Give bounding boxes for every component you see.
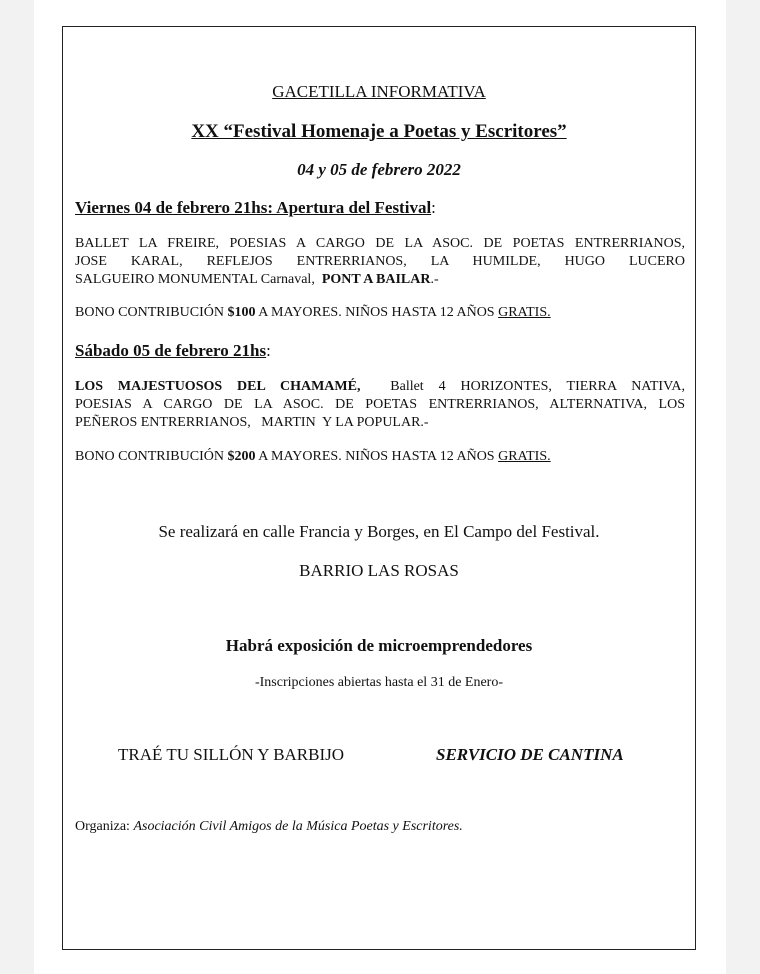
expo-title: Habrá exposición de microemprendedores (225, 636, 533, 655)
location-address: Se realizará en calle Francia y Borges, en El Campo del Festival. (158, 522, 600, 541)
bring-chair-note: TRAÉ TU SILLÓN Y BARBIJO (118, 745, 345, 764)
saturday-heading: Sábado 05 de febrero 21hs: (75, 341, 271, 360)
festival-dates: 04 y 05 de febrero 2022 (297, 160, 461, 179)
location-barrio: BARRIO LAS ROSAS (299, 561, 459, 580)
gacetilla-heading: GACETILLA INFORMATIVA (272, 82, 486, 101)
expo-inscripciones: -Inscripciones abiertas hasta el 31 de Enero- (254, 675, 503, 690)
cantina-note: SERVICIO DE CANTINA (436, 745, 624, 764)
friday-lineup: BALLET LA FREIRE, POESIAS A CARGO DE LA ASOC. DE POETAS ENTRERRIANOS, JOSE KARAL, REFLEJOS ENTRERRIANOS, LA HUMILDE, HUGO LUCERO SALGUEIRO MONUMENTAL Carnaval, PONT A BAILAR.- (75, 236, 685, 287)
festival-title: XX “Festival Homenaje a Poetas y Escritores” (191, 121, 567, 142)
saturday-lineup: LOS MAJESTUOSOS DEL CHAMAMÉ, Ballet 4 HORIZONTES, TIERRA NATIVA, POESIAS A CARGO DE LA ASOC. DE POETAS ENTRERRIANOS, ALTERNATIVA, LOS PEÑEROS ENTRERRIANOS, MARTIN Y LA POPULAR.- (75, 379, 685, 430)
friday-bono: BONO CONTRIBUCIÓN $100 A MAYORES. NIÑOS HASTA 12 AÑOS GRATIS. (75, 305, 551, 320)
saturday-bono: BONO CONTRIBUCIÓN $200 A MAYORES. NIÑOS HASTA 12 AÑOS GRATIS. (75, 449, 551, 464)
friday-heading: Viernes 04 de febrero 21hs: Apertura del Festival: (75, 198, 436, 217)
organizer: Organiza: Asociación Civil Amigos de la Música Poetas y Escritores. (75, 819, 463, 834)
